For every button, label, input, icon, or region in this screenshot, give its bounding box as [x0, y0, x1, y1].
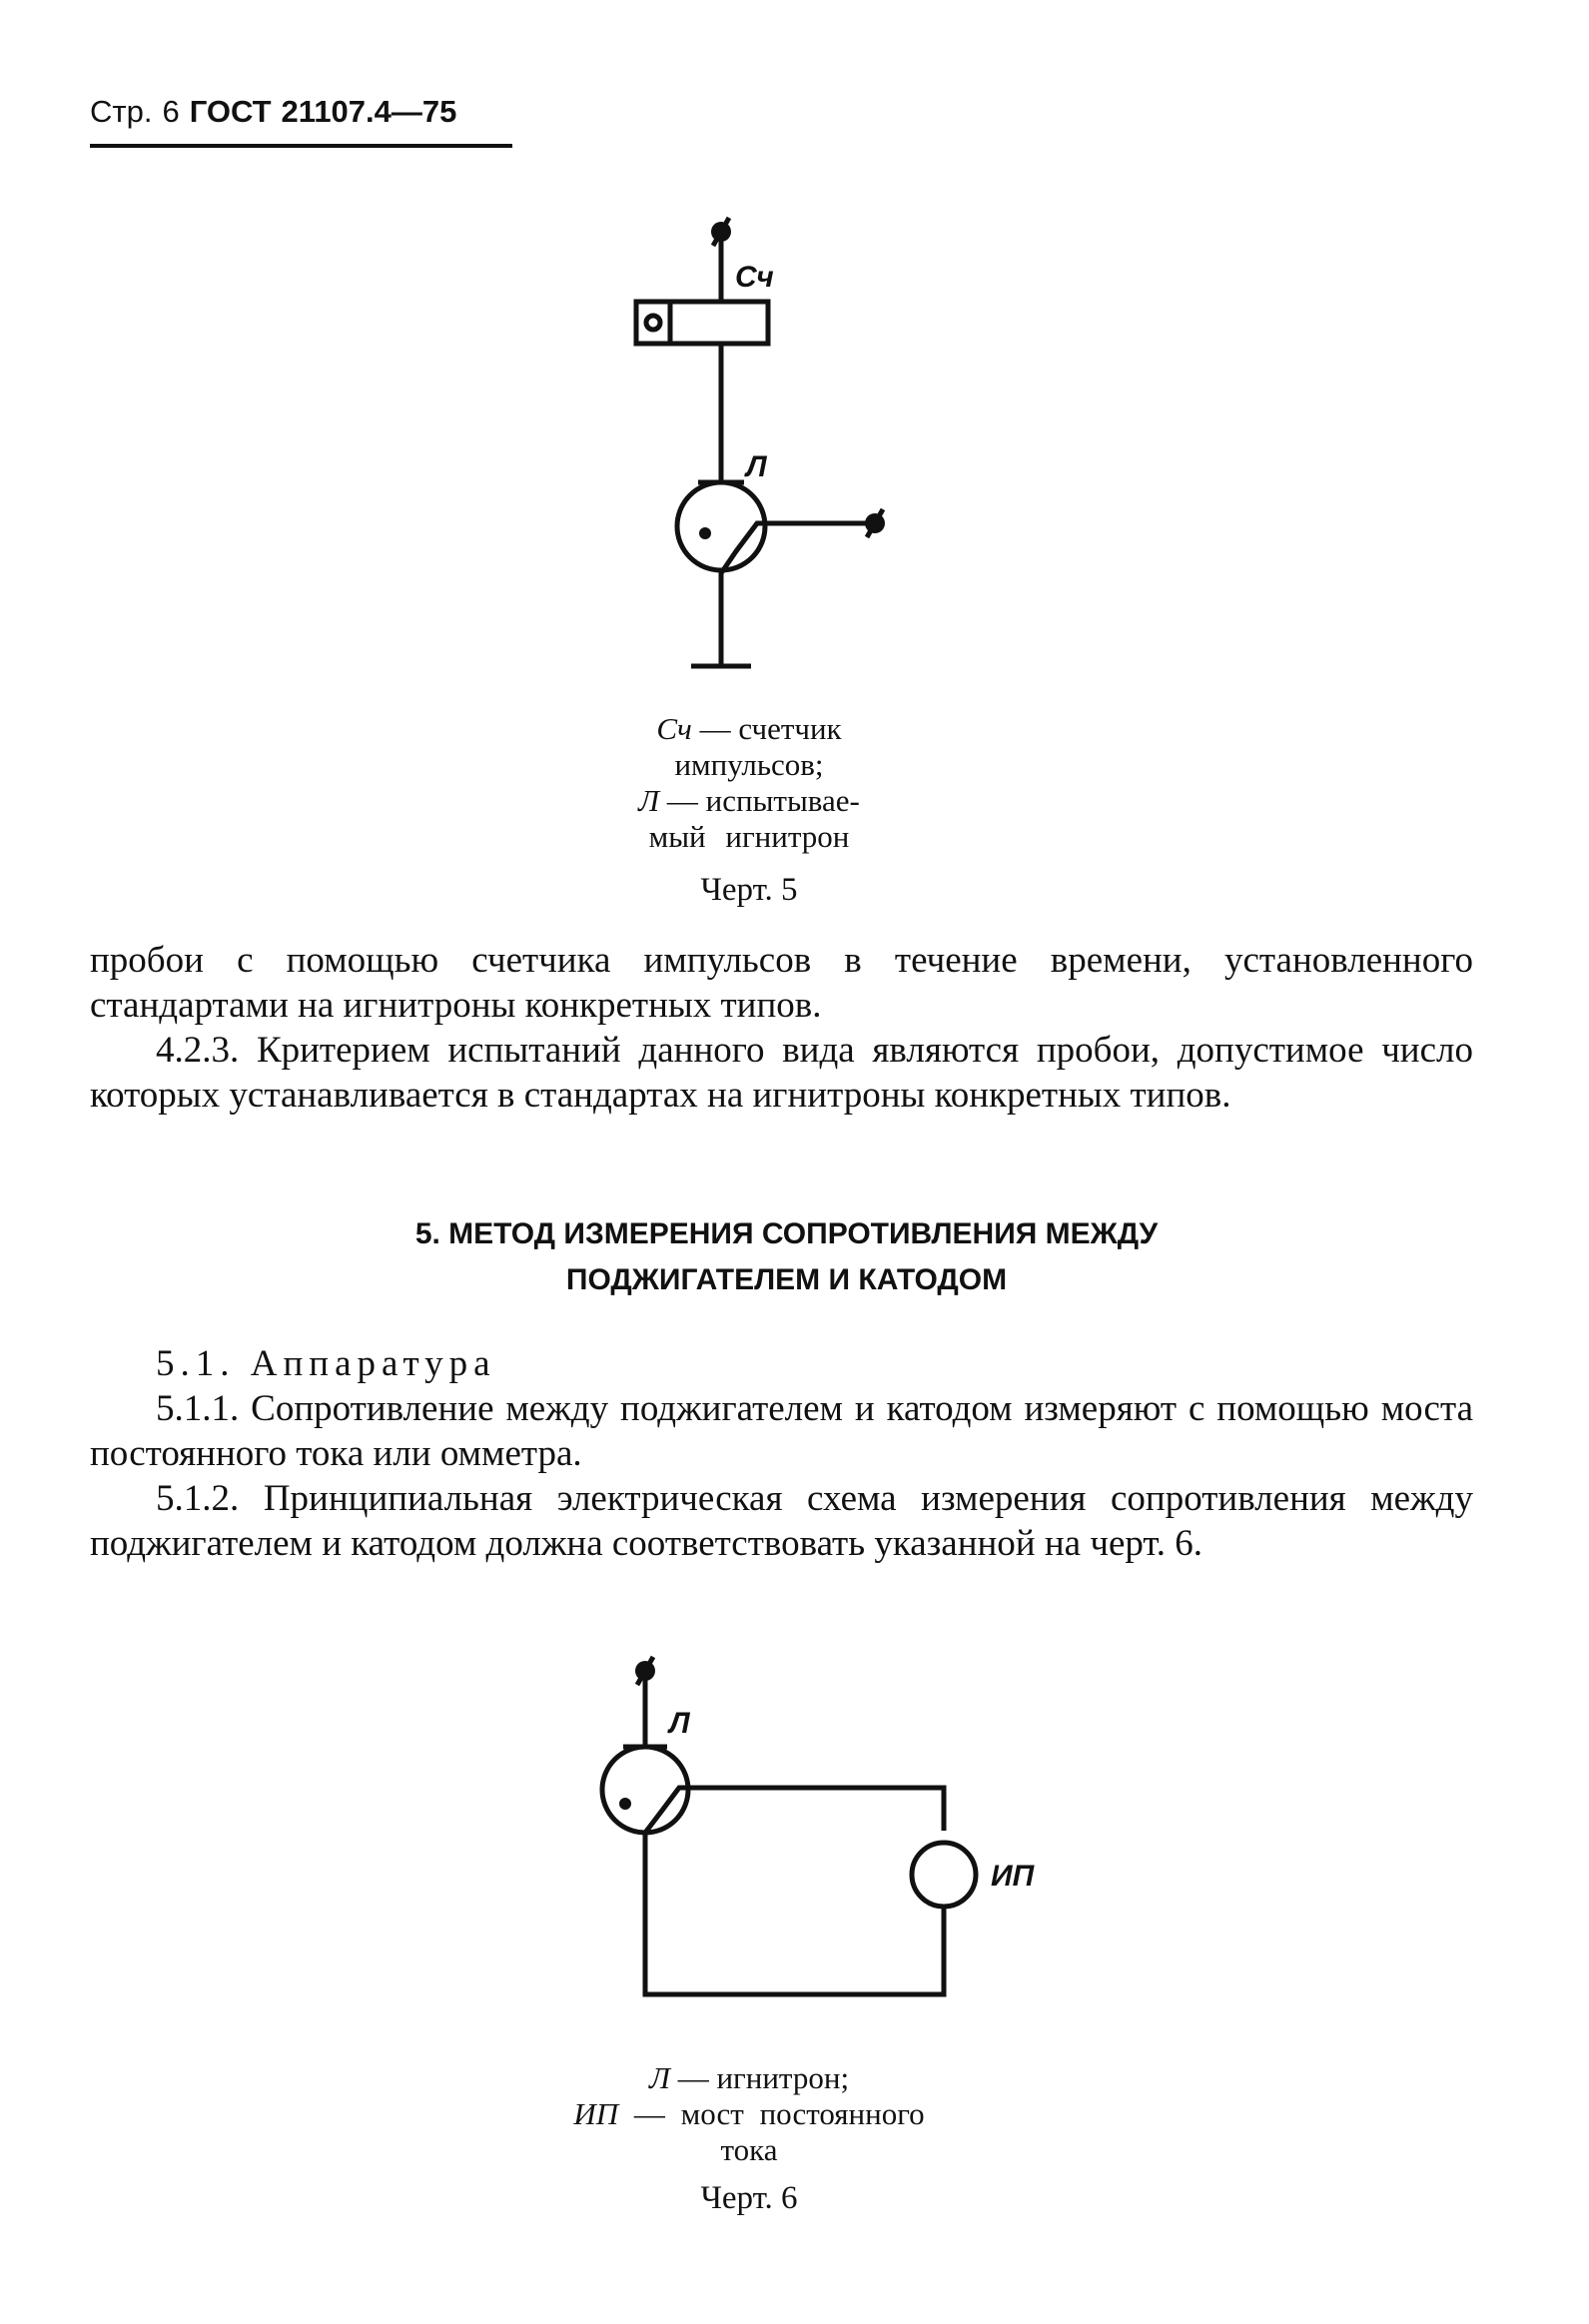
counter-label: Сч: [735, 261, 774, 294]
caption-6-instrument-text-cont: тока: [720, 2132, 778, 2167]
paragraph-5-1-2: 5.1.2. Принципиальная электрическая схема измерения сопротивления между поджигателем и катодом должна соответствовать указанной на черт. 6.: [90, 1478, 1473, 1564]
page-label: Стр.: [90, 94, 153, 129]
caption-5-lamp-text-cont: мый игнитрон: [648, 819, 850, 854]
page-number: 6: [162, 94, 180, 129]
caption-6-instrument-symbol: ИП: [573, 2096, 619, 2131]
lamp-label: Л: [746, 450, 767, 483]
section-5-title-line1: 5. МЕТОД ИЗМЕРЕНИЯ СОПРОТИВЛЕНИЯ МЕЖДУ: [414, 1217, 1159, 1250]
caption-5-lamp-text: — испытывае-: [666, 783, 860, 818]
lamp-label-6: Л: [669, 1707, 690, 1740]
section-5-title-line2: ПОДЖИГАТЕЛЕМ И КАТОДОМ: [565, 1263, 1008, 1296]
caption-6-lamp-symbol: Л: [648, 2060, 670, 2095]
figure-6-title: Черт. 6: [700, 2180, 798, 2216]
caption-6-instrument-text: — мост постоянного: [633, 2096, 925, 2131]
caption-5-lamp-symbol: Л: [638, 783, 660, 818]
figure-6-caption: [539, 2060, 959, 2168]
instrument-label: ИП: [991, 1860, 1035, 1893]
wire-loop-right: [687, 1788, 944, 1831]
paragraph-5-1-1: 5.1.1. Сопротивление между поджигателем и катодом измеряют с помощью моста постоянного тока или омметра.: [90, 1388, 1473, 1474]
paragraph-continuation: пробои с помощью счетчика импульсов в течение времени, установленного стандартами на игнитроны конкретных типов.: [90, 940, 1473, 1026]
figure-5-title: Черт. 5: [700, 872, 798, 908]
standard-label: ГОСТ: [189, 94, 272, 129]
caption-5-counter-text: — счетчик: [699, 711, 842, 746]
caption-5-counter-text-cont: импульсов;: [674, 747, 824, 782]
ignitron-symbol-6: [602, 1747, 688, 1833]
standard-number: 21107.4—75: [281, 94, 457, 129]
caption-5-counter-symbol: Сч: [656, 711, 692, 746]
paragraph-4-2-3: 4.2.3. Критерием испытаний данного вида являются пробои, допустимое число которых устанавливается в стандартах на игнитроны конкретных типов.: [90, 1030, 1473, 1116]
instrument-symbol: [912, 1843, 976, 1907]
wire-loop-bottom: [645, 1833, 944, 1994]
caption-6-lamp-text: — игнитрон;: [677, 2060, 850, 2095]
paragraph-5-1-text: 5.1. Аппаратура: [156, 1343, 496, 1384]
